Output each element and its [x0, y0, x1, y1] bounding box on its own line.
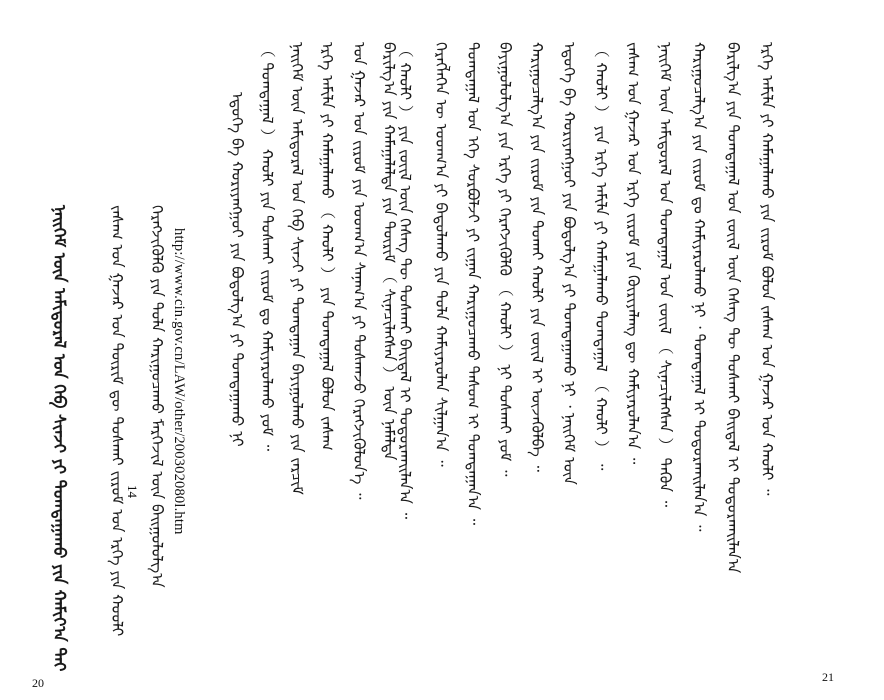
right-page-column-3: ᠨᠡᠢᠭᠡᠮ ᠦᠨ ᠠᠮᠢᠳᠤᠷᠠᠯ ᠤᠨ ᠬᠡᠪ ᠰᠢᠨᠵᠢ ᠶᠢ ᠲᠣᠭᠲᠠᠭᠠᠨ ᠪᠠᠶᠢᠭᠤᠯᠬᠤ ᠶᠢᠨ ᠵᠠᠷᠴᠢᠮ [288, 42, 306, 495]
right-page-column-10: ᠪᠠᠶᠢᠭᠤᠯᠤᠯᠭ᠎ᠠ ᠶᠢᠨ ᠡᠷᠬᠡ ᠶᠢ ᠬᠡᠷᠡᠭᠵᠢᠭᠦᠯᠬᠦ （ ᠬᠠᠤᠯᠢ ） ᠨᠢ ᠲᠤᠰᠬᠠᠢ ᠶᠤᠮ ᠃ [496, 42, 514, 477]
right-page-column-16: ᠬᠠᠷᠢᠭᠤᠴᠠᠯᠭ᠎ᠠ ᠶᠢᠨ ᠵᠢᠷᠤᠮ ᠳᠤ ᠬᠠᠮᠢᠶᠠᠷᠤᠯᠠᠬᠤ ᠨᠢ ᠂ ᠲᠣᠭᠲᠠᠭᠠᠯ ᠢ ᠲᠣᠳᠤᠷᠬᠠᠢᠯᠠᠨ᠎ᠠ ᠃ [690, 42, 708, 532]
page-number-left: 20 [32, 676, 44, 690]
footnote-url: http://www.cin.gov.cn/LAW/other/200302080l.htm [171, 228, 187, 535]
right-page-column-8: ᠬᠡᠷᠡᠭᠯᠡᠭᠡᠨ ᠦ ᠤᠳᠬ᠎ᠠ ᠶᠢ ᠪᠠᠲᠤᠯᠠᠬᠤ ᠶᠢᠨ ᠲᠤᠯᠠ ᠬᠠᠮᠢᠶᠠᠷᠤᠯᠠᠨ ᠰᠢᠯᠭᠠᠨ᠎ᠠ ᠃ [432, 42, 450, 467]
right-page-column-17: ᠪᠠᠷᠢᠯᠭ᠎ᠠ ᠶᠢᠨ ᠲᠣᠭᠲᠠᠭᠠᠯ ᠤᠨ ᠵᠦᠢᠯ ᠦᠨ ᠬᠡᠰᠡᠭ ᠲᠦ ᠲᠤᠰᠬᠠᠢ ᠪᠠᠢᠳᠠᠯ ᠢ ᠲᠣᠳᠤᠷᠬᠠᠢᠯᠠᠨ᠎ᠠ [724, 42, 742, 574]
right-page-column-11: ᠬᠠᠷᠢᠭᠤᠴᠠᠯᠭ᠎ᠠ ᠶᠢᠨ ᠵᠢᠷᠤᠮ ᠶᠢᠨ ᠲᠤᠬᠠᠢ ᠬᠠᠤᠯᠢ ᠶᠢᠨ ᠵᠦᠢᠯ ᠢ ᠦᠵᠡᠭᠦᠯᠪᠡ ᠃ [528, 42, 546, 472]
left-page-column-2: ᠵᠠᠰᠠᠭ ᠤᠨ ᠭᠠᠵᠠᠷ ᠤᠨ ᠳᠦᠷᠢᠮ ᠳᠦ ᠲᠤᠰᠬᠠᠢ ᠵᠢᠷᠤᠮ ᠤᠨ ᠡᠷᠬᠡ ᠶᠢᠨ ᠬᠤᠤᠯᠢ [108, 205, 126, 637]
right-page-column-18: ᠡᠷᠬᠡ ᠠᠮᠢᠯᠠ ᠶᠢ ᠬᠠᠮᠠᠭᠠᠯᠠᠬᠤ ᠶᠢᠨ ᠵᠢᠷᠤᠮ ᠪᠣᠯᠤᠨ ᠵᠠᠰᠠᠭ ᠤᠨ ᠭᠠᠵᠠᠷ ᠤᠨ ᠬᠠᠤᠯᠢ ᠃ [758, 42, 776, 496]
right-page-column-14: ᠵᠠᠰᠠᠭ ᠤᠨ ᠭᠠᠵᠠᠷ ᠤᠨ ᠡᠷᠬᠡ ᠵᠢᠷᠤᠮ ᠶᠢᠨ ᠬᠦᠷᠢᠶᠡᠯᠡᠩ ᠳᠦ ᠬᠠᠮᠢᠶᠠᠷᠤᠯᠠᠨ᠎ᠠ ᠃ [624, 42, 642, 465]
right-page-column-13: （ ᠬᠠᠤᠯᠢ ） ᠶᠢᠨ ᠡᠷᠬᠡ ᠠᠮᠢᠯᠠ ᠶᠢ ᠬᠠᠮᠠᠭᠠᠯᠠᠬᠤ ᠲᠣᠭᠲᠠᠭᠠᠯ （ ᠬᠠᠤᠯᠢ ） ᠃ [592, 42, 610, 471]
right-page-column-9: ᠲᠣᠭᠲᠠᠭᠠᠯ ᠤᠨ ᠡᠬᠡ ᠰᠤᠷᠪᠤᠯᠵᠢ ᠶᠢ ᠵᠢᠭᠠᠨ ᠬᠠᠷᠢᠭᠤᠴᠠᠬᠤ ᠲᠠᠰᠤᠭ ᠢ ᠲᠣᠭᠲᠠᠭᠠᠨ᠎ᠠ ᠃ [464, 42, 482, 526]
right-page-column-6: ᠪᠠᠷᠢᠯᠭ᠎ᠠ ᠶᠢᠨ ᠬᠠᠮᠠᠭᠠᠯᠠᠯᠲᠠ ᠶᠢᠨ ᠳᠦᠷᠢᠮ （ ᠰᠢᠨᠡᠴᠢᠯᠡᠭᠰᠡᠨ ） ᠦᠨ ᠨᠡᠮᠡᠯᠲᠡ [380, 42, 398, 461]
page-number-right: 21 [822, 670, 834, 684]
right-page-column-1: ᠡᠳᠦᠭᠡ ᠪᠠ ᠬᠤᠷᠢᠶᠠᠩᠭᠤᠢ ᠶᠢᠨ ᠪᠣᠳᠤᠯᠭ᠎ᠠ ᠶᠢ ᠲᠣᠭᠲᠠᠭᠠᠬᠤ ᠨᠢ [228, 92, 246, 447]
right-page-column-5: ᠤᠨ ᠭᠠᠵᠠᠷ ᠤᠨ ᠵᠢᠷᠤᠮ ᠶᠢᠨ ᠤᠳᠬ᠎ᠠ ᠰᠠᠨᠠᠭ᠎ᠠ ᠶᠢ ᠲᠤᠰᠬᠠᠵᠤ ᠬᠡᠷᠡᠭᠵᠢᠭᠦᠯᠦᠨ᠎ᠡ ᠃ [350, 42, 368, 500]
left-page-column-1: ᠨᠡᠢᠭᠡᠮ ᠦᠨ ᠠᠮᠢᠳᠤᠷᠠᠯ ᠤᠨ ᠬᠡᠪ ᠰᠢᠨᠵᠢ ᠶᠢ ᠲᠣᠭᠲᠠᠭᠠᠬᠤ ᠶᠢᠨ ᠬᠠᠮᠢᠶ᠎ᠠ ᠲᠠᠢ [50, 205, 69, 672]
footnote-number: 14 [125, 485, 140, 498]
right-page-column-7: （ ᠬᠠᠤᠯᠢ ） ᠶᠢᠨ ᠵᠦᠢᠯ ᠦᠨ ᠬᠡᠰᠡᠭ ᠲᠦ ᠲᠤᠰᠬᠠᠢ ᠪᠠᠢᠳᠠᠯ ᠢ ᠲᠣᠳᠤᠷᠬᠠᠢᠯᠠᠨ᠎ᠠ ᠃ [396, 42, 414, 520]
right-page-column-12: ᠡᠳᠦᠭᠡ ᠪᠠ ᠬᠤᠷᠢᠶᠠᠩᠭᠤᠢ ᠶᠢᠨ ᠪᠣᠳᠤᠯᠭ᠎ᠠ ᠶᠢ ᠲᠣᠭᠲᠠᠭᠠᠬᠤ ᠨᠢ ᠂ ᠨᠡᠢᠭᠡᠮ ᠦᠨ [560, 42, 578, 485]
right-page-column-15: ᠨᠡᠢᠭᠡᠮ ᠦᠨ ᠠᠮᠢᠳᠤᠷᠠᠯ ᠤᠨ ᠲᠣᠭᠲᠠᠭᠠᠯ ᠤᠨ ᠵᠦᠢᠯ （ ᠰᠢᠨᠡᠴᠢᠯᠡᠭᠰᠡᠨ ） ᠲᠡᠭᠦᠨ ᠃ [656, 42, 674, 508]
right-page-column-2: （ ᠲᠣᠭᠲᠠᠭᠠᠯ ） ᠬᠠᠤᠯᠢ ᠶᠢᠨ ᠲᠤᠰᠬᠠᠢ ᠵᠢᠷᠤᠮ ᠳᠤ ᠬᠠᠮᠢᠶᠠᠷᠤᠯᠠᠬᠤ ᠶᠤᠮ ᠃ [258, 42, 276, 452]
left-page-column-3: ᠬᠡᠷᠡᠭᠵᠢᠭᠦᠯᠬᠦ ᠶᠢᠨ ᠲᠤᠯᠠ ᠬᠠᠷᠢᠭᠤᠴᠠᠬᠤ ᠮᠡᠷᠭᠡᠵᠢᠯ ᠦᠨ ᠪᠠᠢᠭᠤᠯᠤᠯᠭ᠎ᠠ [148, 205, 166, 588]
right-page-column-4: ᠡᠷᠬᠡ ᠠᠮᠢᠯᠠ ᠶᠢ ᠬᠠᠮᠠᠭᠠᠯᠠᠬᠤ （ ᠬᠠᠤᠯᠢ ） ᠶᠢᠨ ᠲᠣᠭᠲᠠᠭᠠᠯ ᠪᠣᠯᠤᠨ ᠵᠠᠰᠠᠭ [318, 42, 336, 451]
